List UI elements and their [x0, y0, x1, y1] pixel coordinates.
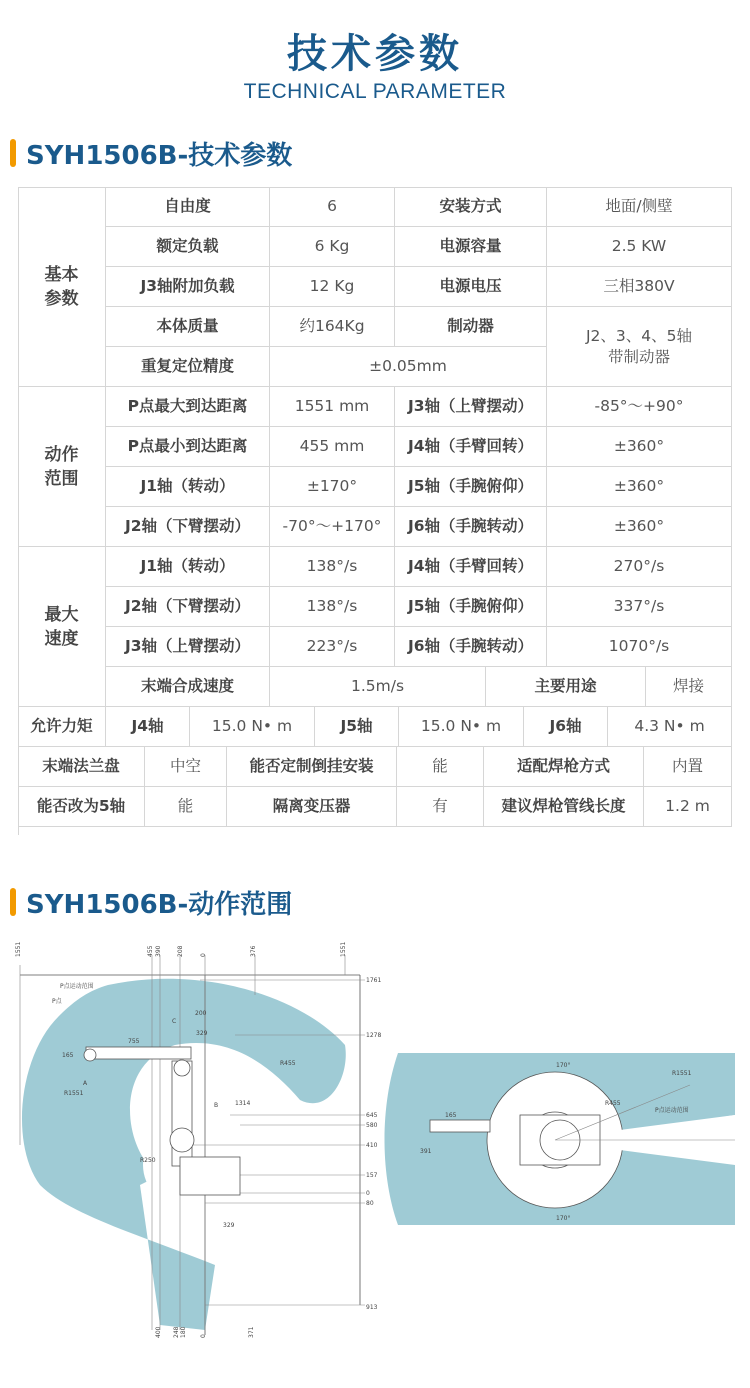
bottom-dim: 180 — [180, 1326, 187, 1338]
right-dim: 410 — [366, 1142, 378, 1149]
param-cell: 能否改为5轴 — [18, 787, 145, 827]
upper-arm — [86, 1047, 191, 1059]
param-label: J4轴（手臂回转） — [395, 547, 547, 587]
param-label: P点最小到达距离 — [106, 427, 270, 467]
section-title: SYH1506B-动作范围 — [26, 889, 293, 920]
dim-200: 200 — [195, 1010, 207, 1017]
dim-329b: 329 — [223, 1222, 235, 1229]
param-value: 12 Kg — [270, 267, 395, 307]
bottom-dim: 371 — [248, 1326, 255, 1338]
top-dim: 208 — [177, 945, 184, 957]
param-label: J6轴（手腕转动） — [395, 627, 547, 667]
right-dim: 80 — [366, 1200, 374, 1207]
spec-table — [18, 187, 732, 835]
right-dim: 580 — [366, 1122, 378, 1129]
arm-top — [430, 1120, 490, 1132]
param-label: 电源容量 — [395, 227, 547, 267]
param-label: J4轴 — [106, 707, 190, 747]
wrist-joint — [84, 1049, 96, 1061]
param-value: 337°/s — [547, 587, 732, 627]
range-label: P点运动范围 — [60, 983, 94, 990]
top-r455: R455 — [605, 1100, 621, 1107]
param-value: 138°/s — [270, 587, 395, 627]
param-value: ±170° — [270, 467, 395, 507]
section-title: SYH1506B-技术参数 — [26, 140, 293, 171]
param-cell: 能 — [397, 747, 484, 787]
param-label: 制动器 — [395, 307, 547, 347]
right-dim: 0 — [366, 1190, 370, 1197]
accent-bar — [10, 139, 16, 167]
bottom-dim: 248 — [173, 1326, 180, 1338]
bottom-dim: 0 — [200, 1334, 207, 1338]
param-value: 455 mm — [270, 427, 395, 467]
p-point-label: P点 — [52, 998, 62, 1005]
right-dim: 1761 — [366, 977, 382, 984]
motion-range-diagram — [0, 935, 750, 1340]
param-cell: 建议焊枪管线长度 — [484, 787, 644, 827]
param-label: J3轴（上臂摆动） — [395, 387, 547, 427]
param-cell: 有 — [397, 787, 484, 827]
param-label: P点最大到达距离 — [106, 387, 270, 427]
top-r1551: R1551 — [672, 1070, 692, 1077]
top-range-label: P点运动范围 — [655, 1107, 689, 1114]
param-label: 自由度 — [106, 187, 270, 227]
dim-165: 165 — [62, 1052, 74, 1059]
group-basic: 基本 参数 — [18, 187, 106, 387]
param-value: ±360° — [547, 507, 732, 547]
top-dim: 455 — [147, 945, 154, 957]
param-label: J3轴（上臂摆动） — [106, 627, 270, 667]
right-dim: 1278 — [366, 1032, 382, 1039]
group-speed: 最大 速度 — [18, 547, 106, 707]
param-label: 本体质量 — [106, 307, 270, 347]
param-label: J1轴（转动） — [106, 467, 270, 507]
top-dim: 1551 — [15, 941, 22, 957]
param-value: -70°～+170° — [270, 507, 395, 547]
param-cell: 1.2 m — [644, 787, 732, 827]
param-value: 6 — [270, 187, 395, 227]
angle-170-bottom: 170° — [556, 1215, 571, 1222]
right-dim-labels — [366, 977, 381, 1311]
view-c-label: C — [172, 1018, 177, 1025]
param-label: 允许力矩 — [18, 707, 106, 747]
param-cell: 末端法兰盘 — [18, 747, 145, 787]
param-value: 约164Kg — [270, 307, 395, 347]
page-subtitle: TECHNICAL PARAMETER — [243, 80, 507, 103]
param-label: J2轴（下臂摆动） — [106, 587, 270, 627]
param-value: 2.5 KW — [547, 227, 732, 267]
param-value: 焊接 — [646, 667, 732, 707]
param-cell: 适配焊枪方式 — [484, 747, 644, 787]
param-value: ±360° — [547, 467, 732, 507]
param-label: 额定负载 — [106, 227, 270, 267]
param-value: 地面/侧壁 — [547, 187, 732, 227]
param-value: 三相380V — [547, 267, 732, 307]
param-cell: 中空 — [145, 747, 227, 787]
param-label: J2轴（下臂摆动） — [106, 507, 270, 547]
param-cell: 隔离变压器 — [227, 787, 397, 827]
param-label: J5轴（手腕俯仰） — [395, 587, 547, 627]
r455-label: R455 — [280, 1060, 296, 1067]
right-dim: 645 — [366, 1112, 378, 1119]
dim-1314: 1314 — [235, 1100, 251, 1107]
param-value: 15.0 N• m — [190, 707, 315, 747]
accent-bar — [10, 888, 16, 916]
view-b-label: B — [214, 1102, 219, 1109]
top-dim: 376 — [250, 945, 257, 957]
param-value: 223°/s — [270, 627, 395, 667]
param-label: J5轴（手腕俯仰） — [395, 467, 547, 507]
page-title: 技术参数 — [287, 31, 463, 77]
param-label: J1轴（转动） — [106, 547, 270, 587]
right-dim: 913 — [366, 1304, 378, 1311]
param-value: J2、3、4、5轴 带制动器 — [547, 307, 732, 387]
param-value: 1070°/s — [547, 627, 732, 667]
param-label: J6轴（手腕转动） — [395, 507, 547, 547]
angle-170-top: 170° — [556, 1062, 571, 1069]
param-value: ±0.05mm — [270, 347, 547, 387]
param-cell: 内置 — [644, 747, 732, 787]
param-value: -85°～+90° — [547, 387, 732, 427]
top-view — [385, 1053, 736, 1225]
param-value: 15.0 N• m — [399, 707, 524, 747]
top-dim: 390 — [155, 945, 162, 957]
right-dim: 157 — [366, 1172, 378, 1179]
param-label: J5轴 — [315, 707, 399, 747]
r250-label: R250 — [140, 1157, 156, 1164]
top-d391: 391 — [420, 1148, 432, 1155]
param-label: J3轴附加负载 — [106, 267, 270, 307]
bottom-dim: 400 — [155, 1326, 162, 1338]
param-label: 电源电压 — [395, 267, 547, 307]
top-d165: 165 — [445, 1112, 457, 1119]
top-dim: 1551 — [340, 941, 347, 957]
param-label: J4轴（手臂回转） — [395, 427, 547, 467]
section-heading-motion — [10, 885, 292, 919]
param-label: 主要用途 — [486, 667, 646, 707]
param-value: ±360° — [547, 427, 732, 467]
param-label: J6轴 — [524, 707, 608, 747]
dim-329: 329 — [196, 1030, 208, 1037]
param-cell: 能否定制倒挂安装 — [227, 747, 397, 787]
dim-755: 755 — [128, 1038, 140, 1045]
section-heading-parameters — [10, 136, 292, 170]
param-label: 重复定位精度 — [106, 347, 270, 387]
side-view — [15, 942, 381, 1338]
param-value: 270°/s — [547, 547, 732, 587]
param-value: 6 Kg — [270, 227, 395, 267]
param-label: 末端合成速度 — [106, 667, 270, 707]
top-dim: 0 — [200, 953, 207, 957]
view-a-label: A — [83, 1080, 88, 1087]
param-cell: 能 — [145, 787, 227, 827]
param-value: 1551 mm — [270, 387, 395, 427]
param-value: 1.5m/s — [270, 667, 486, 707]
shoulder-joint — [170, 1128, 194, 1152]
robot-base — [180, 1157, 240, 1195]
group-motion: 动作 范围 — [18, 387, 106, 547]
r1551-label: R1551 — [64, 1090, 84, 1097]
top-dim-labels — [15, 942, 347, 957]
param-value: 138°/s — [270, 547, 395, 587]
param-label: 安装方式 — [395, 187, 547, 227]
param-value: 4.3 N• m — [608, 707, 732, 747]
elbow-joint — [174, 1060, 190, 1076]
